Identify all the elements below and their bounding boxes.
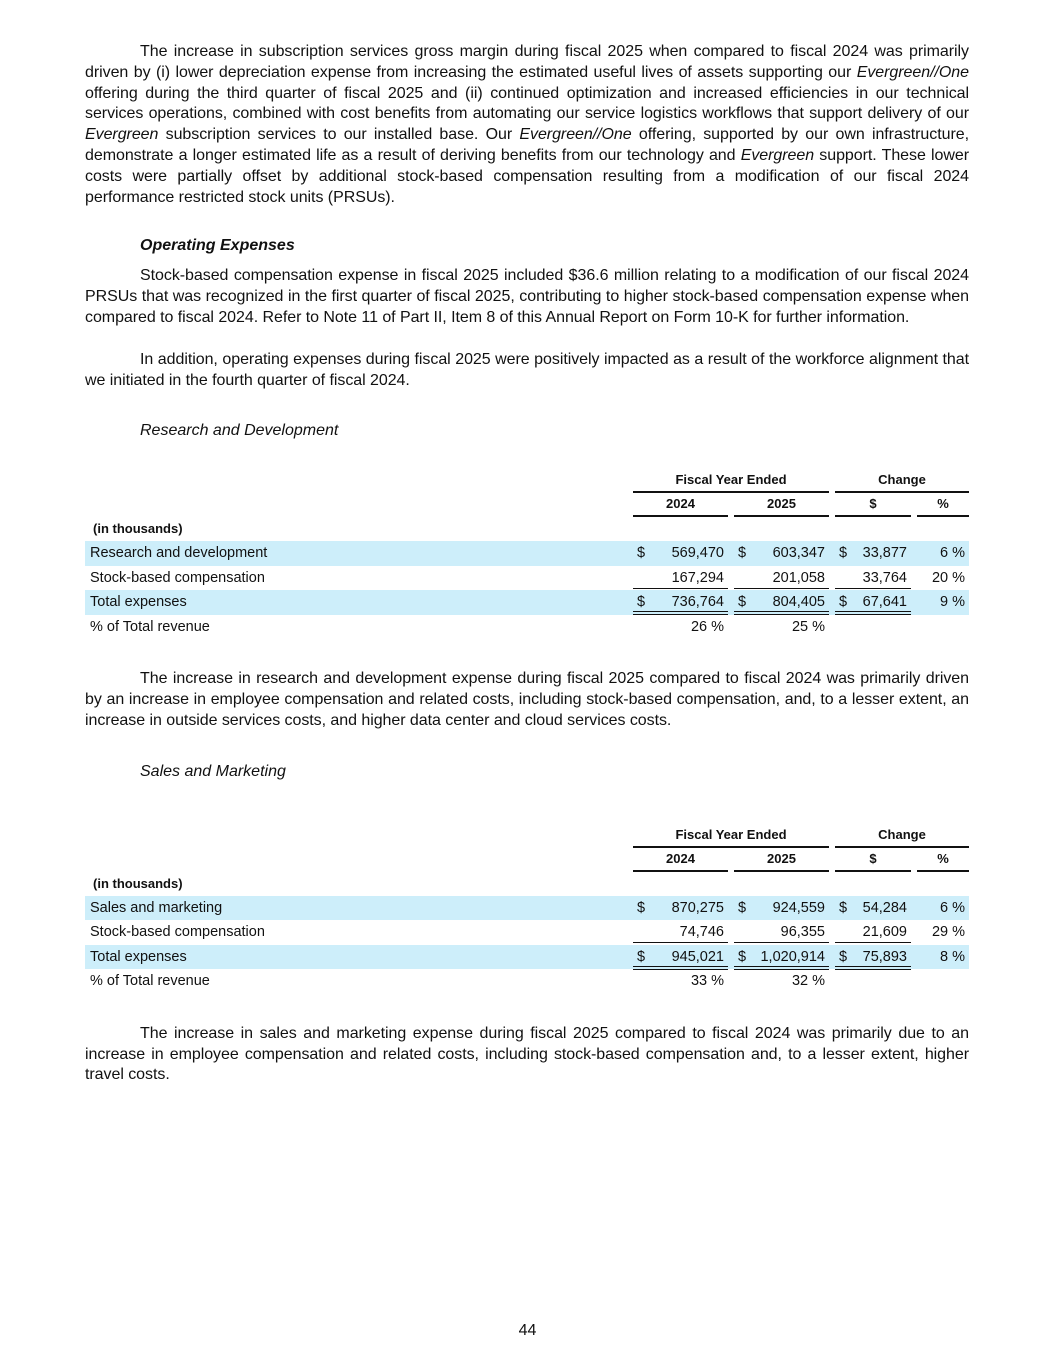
value-2024-cell: [633, 615, 728, 637]
value-2025: 32 %: [791, 973, 825, 990]
value-2024: 736,764: [671, 594, 724, 611]
row-label: Total expenses: [90, 948, 187, 965]
row-label: Sales and marketing: [90, 899, 223, 916]
table-column-header: [85, 848, 969, 872]
table-row: [85, 896, 969, 921]
change-pct-cell: [917, 566, 969, 588]
value-2025-cell: [734, 566, 829, 589]
fiscal-year-ended-header: Fiscal Year Ended: [633, 469, 829, 493]
value-2024-cell: [633, 590, 728, 615]
change-dollar-cell: [835, 896, 911, 918]
row-label: Stock-based compensation: [90, 569, 265, 586]
product-name-italic: Evergreen: [85, 126, 159, 144]
value-2025: 96,355: [780, 924, 825, 941]
change-pct-cell: [917, 590, 969, 612]
change-pct-cell: [917, 945, 969, 967]
change-pct: 9 %: [940, 594, 965, 611]
table-row: [85, 945, 969, 970]
change-dollar-cell: [835, 566, 911, 589]
currency-symbol: $: [738, 594, 747, 611]
value-2024: 569,470: [671, 545, 724, 562]
table-row: [85, 566, 969, 591]
currency-symbol: $: [839, 948, 848, 965]
value-2025-cell: [734, 969, 829, 991]
product-name-italic: Evergreen//One: [856, 63, 969, 81]
change-dollar-cell: [835, 945, 911, 970]
gross-margin-paragraph: [85, 42, 969, 208]
currency-symbol: $: [738, 545, 747, 562]
text-run: subscription services to our installed base. Our: [158, 126, 520, 144]
units-label: (in thousands): [93, 521, 183, 537]
value-2024: 870,275: [671, 899, 724, 916]
value-2025: 603,347: [772, 545, 825, 562]
table-column-header: [85, 493, 969, 517]
value-2024: 26 %: [690, 618, 724, 635]
col-pct-header: %: [917, 848, 969, 872]
value-2025: 201,058: [772, 569, 825, 586]
value-2024-cell: [633, 566, 728, 589]
currency-symbol: $: [839, 899, 848, 916]
currency-symbol: $: [839, 594, 848, 611]
row-label: % of Total revenue: [90, 973, 210, 990]
value-2025: 804,405: [772, 594, 825, 611]
fiscal-year-ended-header: Fiscal Year Ended: [633, 824, 829, 848]
product-name-italic: Evergreen: [740, 146, 815, 164]
value-2025: 25 %: [791, 618, 825, 635]
value-2025-cell: [734, 590, 829, 615]
value-2024: 33 %: [690, 973, 724, 990]
value-2025: 1,020,914: [760, 948, 825, 965]
change-pct-cell: [917, 896, 969, 918]
change-dollar: 75,893: [862, 948, 907, 965]
change-dollar-cell: [835, 541, 911, 563]
change-pct: 8 %: [940, 948, 965, 965]
change-dollar: 33,764: [862, 569, 907, 586]
table-row: [85, 541, 969, 566]
value-2025-cell: [734, 920, 829, 943]
sm-heading: Sales and Marketing: [140, 762, 286, 780]
value-2024-cell: [633, 920, 728, 943]
rd-paragraph: The increase in research and development expense during fiscal 2025 compared to fiscal 2024 was primarily driven by an increase in employee compensation and related costs, including stock-based compensation, and, to a lesser extent, an increase in outside services costs, and higher data center and cloud services costs.: [85, 670, 969, 729]
value-2024-cell: [633, 896, 728, 918]
col-pct-header: %: [917, 493, 969, 517]
sm-paragraph: The increase in sales and marketing expense during fiscal 2025 compared to fiscal 2024 was primarily due to an increase in employee compensation and related costs, including stock-based compensation and, to a lesser extent, higher travel costs.: [85, 1024, 969, 1084]
table-row: [85, 615, 969, 640]
row-label: Research and development: [90, 545, 268, 562]
col-2025-header: 2025: [734, 848, 829, 872]
text-run: support. These lower costs were partially offset by additional stock-based compensation resulting from a modification of our fiscal 2024 performance restricted stock units (PRSUs).: [85, 146, 969, 206]
change-dollar: 67,641: [862, 594, 907, 611]
currency-symbol: $: [637, 594, 646, 611]
change-pct-cell: [917, 541, 969, 563]
col-2024-header: 2024: [633, 848, 728, 872]
currency-symbol: $: [839, 545, 848, 562]
currency-symbol: $: [738, 899, 747, 916]
text-run: The increase in subscription services gross margin during fiscal 2025 when compared to fiscal 2024 was primarily driven by (i) lower depreciation expense from increasing the estimated useful lives of assets supporting our: [85, 43, 969, 81]
col-2024-header: 2024: [633, 493, 728, 517]
col-dollar-header: $: [835, 848, 911, 872]
rd-table: [85, 469, 969, 639]
value-2024-cell: [633, 541, 728, 563]
table-row: [85, 969, 969, 994]
value-2025-cell: [734, 541, 829, 563]
currency-symbol: $: [637, 545, 646, 562]
document-page: [85, 42, 969, 1086]
change-dollar: 33,877: [862, 545, 907, 562]
change-header: Change: [835, 824, 969, 848]
row-label: % of Total revenue: [90, 618, 210, 635]
text-run: offering during the third quarter of fiscal 2025 and (ii) continued optimization and increased efficiencies in our technical services operations, combined with cost benefits from automating our service logistics workflows that support delivery of our: [85, 84, 969, 123]
value-2024-cell: [633, 969, 728, 991]
row-label: Total expenses: [90, 594, 187, 611]
text-run: offering, supported by our own infrastructure, demonstrate a longer estimated life as a result of deriving benefits from our technology and: [85, 126, 970, 164]
value-2024: 74,746: [679, 924, 724, 941]
rd-heading: Research and Development: [140, 422, 339, 440]
change-pct-cell: [917, 920, 969, 942]
col-dollar-header: $: [835, 493, 911, 517]
product-name-italic: Evergreen//One: [519, 126, 632, 144]
units-label: (in thousands): [93, 875, 183, 891]
value-2025-cell: [734, 896, 829, 918]
sm-table: [85, 824, 969, 994]
table-row: [85, 590, 969, 615]
currency-symbol: $: [738, 948, 747, 965]
col-2025-header: 2025: [734, 493, 829, 517]
sbc-paragraph: Stock-based compensation expense in fiscal 2025 included $36.6 million relating to a modification of our fiscal 2024 PRSUs that was recognized in the first quarter of fiscal 2025, contributing to higher stock-based compensation expense when compared to fiscal 2024. Refer to Note 11 of Part II, Item 8 of this Annual Report on Form 10-K for further information.: [85, 267, 969, 326]
value-2025: 924,559: [772, 899, 825, 916]
change-header: Change: [835, 469, 969, 493]
operating-expenses-heading: Operating Expenses: [140, 237, 295, 255]
row-label: Stock-based compensation: [90, 924, 265, 941]
change-pct: 29 %: [931, 924, 965, 941]
change-pct: 20 %: [931, 569, 965, 586]
currency-symbol: $: [637, 899, 646, 916]
change-dollar-cell: [835, 920, 911, 943]
change-dollar-cell: [835, 590, 911, 615]
value-2024: 167,294: [671, 569, 724, 586]
currency-symbol: $: [637, 948, 646, 965]
change-pct: 6 %: [940, 899, 965, 916]
value-2025-cell: [734, 945, 829, 970]
change-pct: 6 %: [940, 545, 965, 562]
page-number: 44: [518, 1322, 537, 1339]
table-group-header: [85, 469, 969, 493]
table-row: [85, 920, 969, 945]
value-2024: 945,021: [671, 948, 724, 965]
change-dollar: 54,284: [862, 899, 907, 916]
workforce-paragraph: In addition, operating expenses during fiscal 2025 were positively impacted as a result of the workforce alignment that we initiated in the fourth quarter of fiscal 2024.: [85, 350, 969, 389]
change-dollar: 21,609: [862, 924, 907, 941]
table-group-header: [85, 824, 969, 848]
value-2024-cell: [633, 945, 728, 970]
value-2025-cell: [734, 615, 829, 637]
